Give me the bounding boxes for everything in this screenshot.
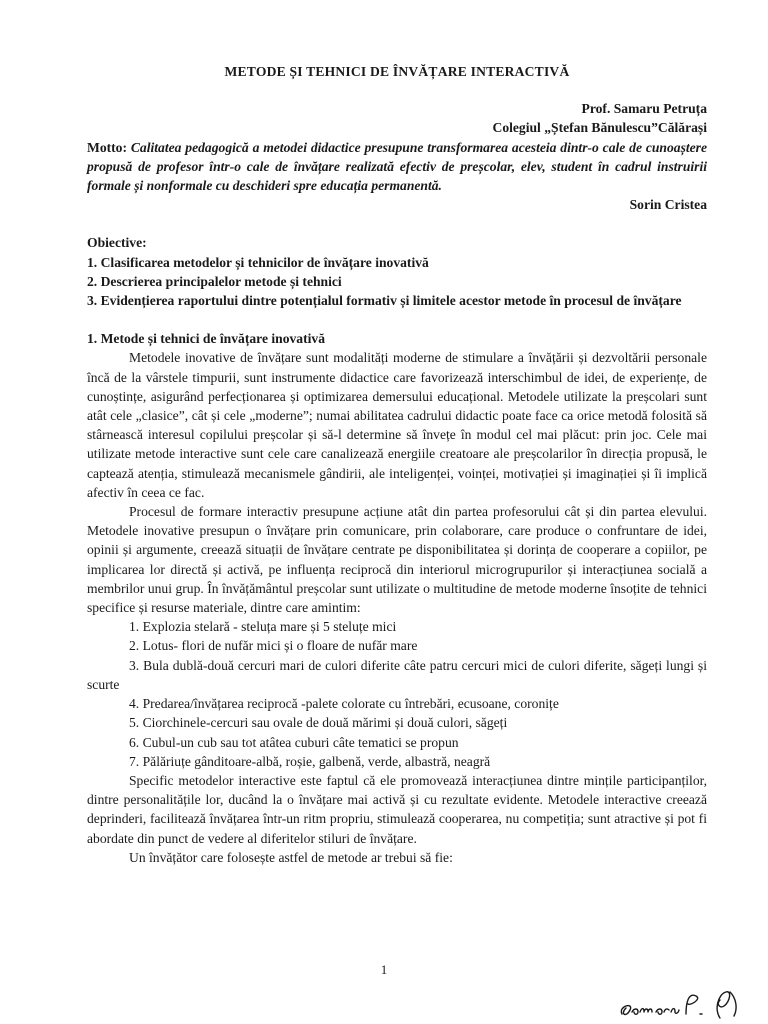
- motto-author: Sorin Cristea: [629, 197, 707, 213]
- author-school: Colegiul „Ștefan Bănulescu”Călărași: [492, 120, 707, 136]
- list-item: 1. Explozia stelară - steluța mare și 5 steluțe mici: [129, 619, 397, 635]
- author-name: Prof. Samaru Petruța: [581, 101, 707, 117]
- page-number: 1: [380, 962, 388, 977]
- list-item: 4. Predarea/învățarea reciprocă -palete colorate cu întrebări, ecusoane, coronițe: [129, 696, 559, 712]
- paragraph: Specific metodelor interactive este faptul că ele promovează interacțiunea dintre mințile participanților, dintre personalitățile lor, ducând la o învățare mai activă și cu rezultate evidente. Metodele interactive creează deprinderi, facilitează învățarea într-un ritm propriu, stimulează cooperarea, nu competiția; sunt atractive și pot fi abordate din punct de vedere al diferitelor stiluri de învățare.: [87, 772, 707, 846]
- motto-text: Calitatea pedagogică a metodei didactice presupune transformarea acesteia dintr-o cale de cunoaștere propusă de profesor într-o cale de învățare realizată efectiv de preșcolar, elev, student în cadrul instruirii formale și nonformale cu deschideri spre educația permanentă.: [87, 139, 707, 194]
- objective-item: 2. Descrierea principalelor metode și tehnici: [87, 273, 342, 289]
- handwritten-signature: [616, 984, 764, 1024]
- paragraph: Procesul de formare interactiv presupune acțiune atât din partea profesorului cât și din partea elevului. Metodele inovative presupun o învățare prin comunicare, prin colaborare, care produce o confruntare de idei, opinii și argumente, creează situații de învățare centrate pe disponibilitatea și dorința de cooperare a copiilor, pe implicarea lor directă și activă, pe influența reciprocă din interiorul microgrupurilor și interacțiunea socială a membrilor unui grup. În învățământul preșcolar sunt utilizate o multitudine de metode moderne însoțite de tehnici specifice și resurse materiale, dintre care amintim:: [87, 504, 707, 616]
- motto-label: Motto:: [87, 139, 128, 155]
- objective-item: 1. Clasificarea metodelor și tehnicilor de învățare inovativă: [87, 254, 429, 270]
- document-page: [87, 62, 707, 867]
- paragraph: Metodele inovative de învățare sunt modalități moderne de stimulare a învățării și dezvoltării personale încă de la vârstele timpurii, sunt instrumente didactice care favorizează interschimbul de idei, de experiențe, de cunoștințe, asigurând perfecționarea și optimizarea demersului educațional. Metodele utilizate la preșcolari sunt atât cele „clasice”, cât și cele „moderne”; numai abilitatea cadrului didactic poate face ca orice metodă folosită să stârnească interesul copilului preșcolar și să-l determine să învețe în modul cel mai plăcut: prin joc. Cele mai utilizate metode interactive sunt cele care canalizează energiile creatoare ale preșcolarilor în direcția propusă, le captează atenția, stimulează mecanismele gândirii, ale inteligenței, voinței, motivației și imaginației și îi implică afectiv în ceea ce fac.: [87, 350, 707, 500]
- objective-item: 3. Evidențierea raportului dintre potențialul formativ și limitele acestor metode în procesul de învățare: [87, 293, 682, 309]
- document-title: METODE ȘI TEHNICI DE ÎNVĂȚARE INTERACTIVĂ: [224, 64, 570, 79]
- objectives-heading: Obiective:: [87, 235, 147, 251]
- section-heading: 1. Metode și tehnici de învățare inovativă: [87, 331, 325, 347]
- motto: [87, 138, 707, 196]
- list-item: 2. Lotus- flori de nufăr mici și o floare de nufăr mare: [129, 638, 418, 654]
- list-item: 3. Bula dublă-două cercuri mari de culori diferite câte patru cercuri mici de culori diferite, săgeți lungi și scurte: [87, 657, 707, 692]
- methods-list: [87, 617, 707, 771]
- list-item: 7. Pălăriuțe gânditoare-albă, roșie, galbenă, verde, albastră, neagră: [129, 753, 491, 769]
- paragraph: Un învățător care folosește astfel de metode ar trebui să fie:: [129, 849, 453, 865]
- list-item: 5. Ciorchinele-cercuri sau ovale de două mărimi și două culori, săgeți: [129, 715, 508, 731]
- list-item: 6. Cubul-un cub sau tot atâtea cuburi câte tematici se propun: [129, 734, 459, 750]
